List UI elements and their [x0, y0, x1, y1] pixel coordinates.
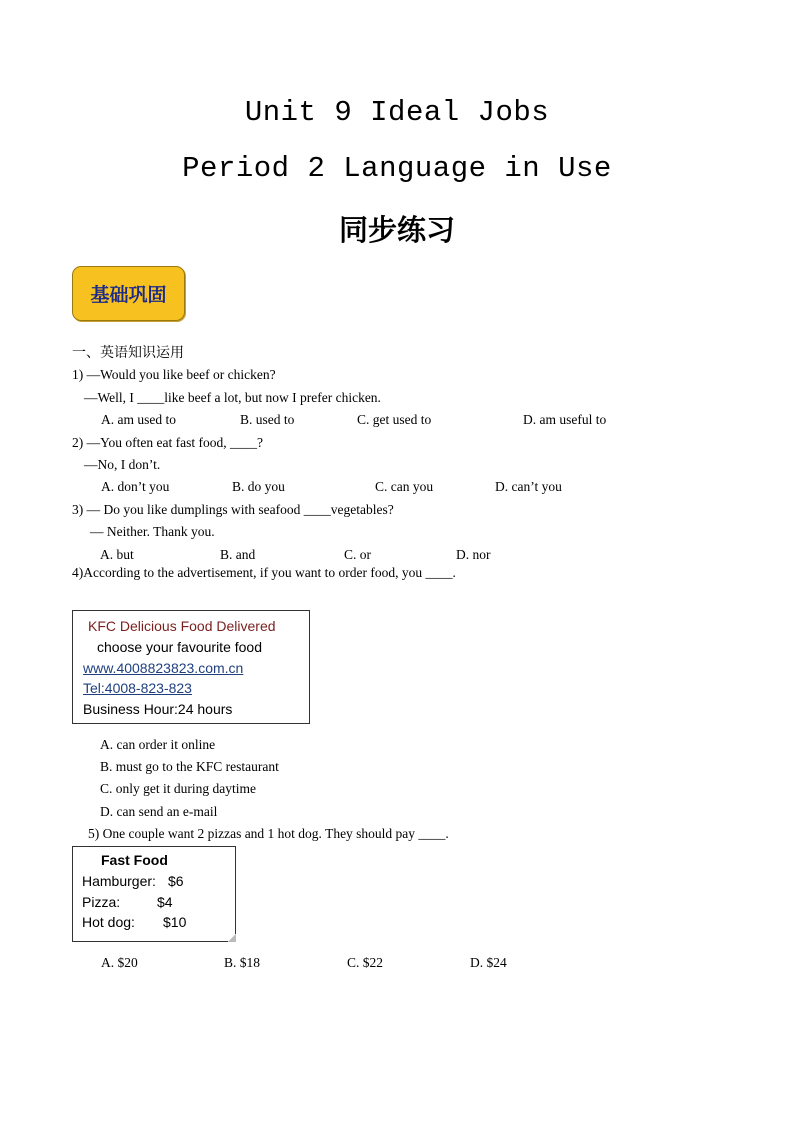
menu-item-price: $10	[163, 914, 187, 930]
title-period: Period 2 Language in Use	[182, 152, 612, 185]
q5-option-c: C. $22	[347, 955, 384, 970]
section-heading: 一、英语知识运用	[72, 345, 184, 361]
q4-option-c: C. only get it during daytime	[100, 781, 256, 796]
q3-option-b: B. and	[220, 547, 256, 562]
menu-item-name: Pizza:	[82, 894, 121, 910]
q1-stem: 1) —Would you like beef or chicken?	[72, 367, 276, 382]
section-badge	[72, 266, 185, 321]
q5-option-b: B. $18	[224, 955, 261, 970]
badge-label: 基础巩固	[90, 284, 167, 306]
kfc-advertisement	[72, 610, 310, 724]
q1-option-a: A. am used to	[101, 412, 176, 427]
q3-option-a: A. but	[100, 547, 134, 562]
menu-item-price: $6	[168, 873, 184, 889]
q3-option-c: C. or	[344, 547, 371, 562]
q1-option-b: B. used to	[240, 412, 295, 427]
ad-title: KFC Delicious Food Delivered	[88, 618, 276, 634]
ad-telephone: Tel:4008-823-823	[83, 680, 192, 696]
q5-option-d: D. $24	[470, 955, 507, 970]
q2-stem: 2) —You often eat fast food, ____?	[72, 435, 263, 450]
q2-reply: —No, I don’t.	[84, 457, 161, 472]
q5-stem: 5) One couple want 2 pizzas and 1 hot dog. They should pay ____.	[88, 826, 449, 841]
ad-business-hours: Business Hour:24 hours	[83, 701, 233, 717]
q4-option-d: D. can send an e-mail	[100, 804, 218, 819]
page-fold-corner	[228, 934, 236, 942]
title-practice: 同步练习	[338, 213, 455, 247]
ad-website-link[interactable]: www.4008823823.com.cn	[83, 660, 244, 676]
ad-subtitle: choose your favourite food	[97, 639, 262, 655]
q4-option-a: A. can order it online	[100, 737, 216, 752]
q3-stem: 3) — Do you like dumplings with seafood ____vegetables?	[72, 502, 394, 517]
menu-item-price: $4	[157, 894, 173, 910]
q2-option-a: A. don’t you	[101, 479, 170, 494]
menu-title: Fast Food	[101, 852, 168, 868]
menu-item-name: Hamburger:	[82, 873, 156, 889]
q5-option-a: A. $20	[101, 955, 138, 970]
q3-option-d: D. nor	[456, 547, 491, 562]
q1-option-d: D. am useful to	[523, 412, 607, 427]
q2-option-c: C. can you	[375, 479, 434, 494]
q1-option-c: C. get used to	[357, 412, 432, 427]
q4-option-b: B. must go to the KFC restaurant	[100, 759, 279, 774]
fast-food-menu	[72, 846, 236, 942]
q4-stem: 4)According to the advertisement, if you want to order food, you ____.	[72, 565, 456, 580]
menu-item-name: Hot dog:	[82, 914, 135, 930]
q1-reply: —Well, I ____like beef a lot, but now I prefer chicken.	[84, 390, 381, 405]
q2-option-b: B. do you	[232, 479, 285, 494]
title-unit: Unit 9 Ideal Jobs	[244, 96, 550, 129]
q3-reply: — Neither. Thank you.	[90, 524, 215, 539]
q2-option-d: D. can’t you	[495, 479, 562, 494]
